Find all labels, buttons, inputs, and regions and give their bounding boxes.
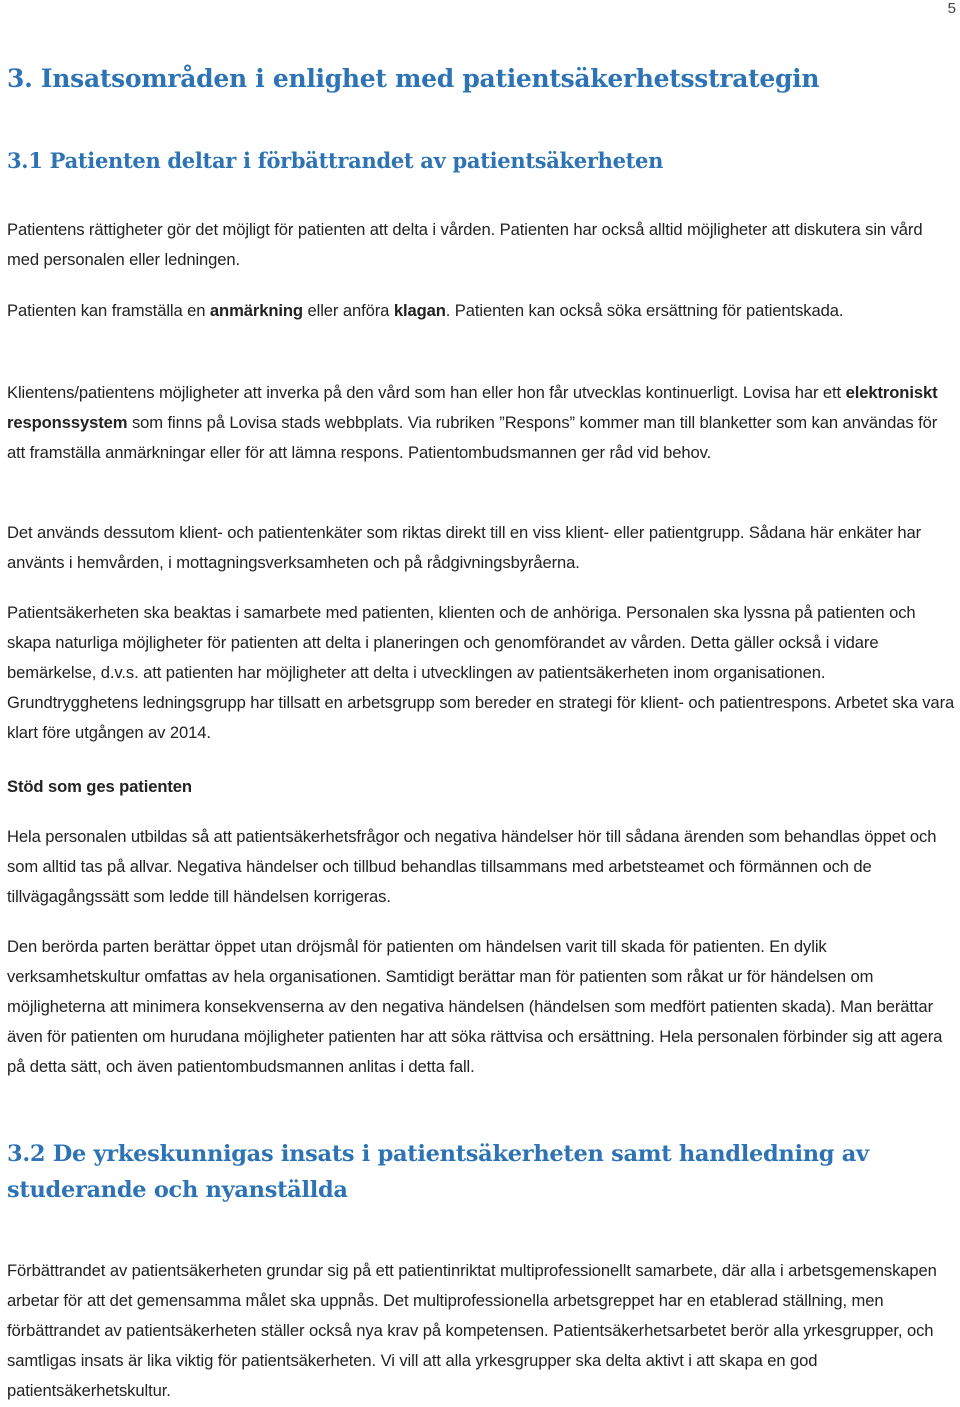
section-heading-3-2: 3.2 De yrkeskunnigas insats i patientsäkerheten samt handledning av studerande och nyanställda — [7, 1141, 869, 1203]
bold-klagan: klagan — [393, 301, 446, 320]
section-heading-3-1: 3.1 Patienten deltar i förbättrandet av patientsäkerheten — [7, 148, 664, 173]
paragraph-open-disclosure: Den berörda parten berättar öppet utan dröjsmål för patienten om händelsen varit till skada för patienten. En dylik verksamhetskultur omfattas av hela organisationen. Samtidigt berättar man för patienten som råkat ur för händelsen om möjligheterna att minimera konsekvenserna av den negativa händelsen (händelsen som medfört patienten skada). Man berättar även för patienten om hurudana möjligheter patienten har att söka rättvisa och ersättning. Hela personalen förbinder sig att agera på detta sätt, och även patientombudsmannen anlitas i detta fall. — [7, 937, 943, 1076]
bold-anmarkning: anmärkning — [209, 301, 303, 320]
paragraph-surveys: Det används dessutom klient- och patientenkäter som riktas direkt till en viss klient- eller patientgrupp. Sådana här enkäter har använts i hemvården, i mottagningsverksamheten och på rådgivningsbyråerna. — [7, 523, 922, 572]
subheading-support: Stöd som ges patienten — [7, 777, 192, 796]
paragraph-response-system: Klientens/patientens möjligheter att inverka på den vård som han eller hon får utvecklas kontinuerligt. Lovisa har ett elektroniskt responssystem som finns på Lovisa stads webbplats. Via rubriken ”Respons” kommer man till blanketter som kan användas för att framställa anmärkningar eller för att lämna respons. Patientombudsmannen ger råd vid behov. — [7, 383, 938, 462]
paragraph-complaint: Patienten kan framställa en anmärkning eller anföra klagan. Patienten kan också söka ersättning för patientskada. — [7, 301, 844, 320]
chapter-heading: 3. Insatsområden i enlighet med patientsäkerhetsstrategin — [7, 64, 820, 93]
paragraph-training: Hela personalen utbildas så att patientsäkerhetsfrågor och negativa händelser hör till sådana ärenden som behandlas öppet och som alltid tas på allvar. Negativa händelser och tillbud behandlas tillsammans med arbetsteamet och förmännen och de tillvägagångssätt som ledde till händelsen korrigeras. — [7, 827, 937, 906]
bold-response-system: elektroniskt responssystem — [7, 383, 938, 432]
paragraph-multiprofessional: Förbättrandet av patientsäkerheten grundar sig på ett patientinriktat multiprofessionellt samarbete, där alla i arbetsgemenskapen arbetar för att det gemensamma målet ska uppnås. Det multiprofessionella arbetsgreppet har en etablerad ställning, men förbättrandet av patientsäkerheten ställer också nya krav på kompetensen. Patientsäkerhetsarbetet berör alla yrkesgrupper, och samtligas insats är lika viktig för patientsäkerheten. Vi vill att alla yrkesgrupper ska delta aktivt i att skapa en god patientsäkerhetskultur. — [7, 1261, 937, 1400]
paragraph-rights: Patientens rättigheter gör det möjligt för patienten att delta i vården. Patienten har också alltid möjligheter att diskutera sin vård med personalen eller ledningen. — [7, 220, 923, 269]
paragraph-cooperation: Patientsäkerheten ska beaktas i samarbete med patienten, klienten och de anhöriga. Personalen ska lyssna på patienten och skapa naturliga möjligheter för patienten att delta i planeringen och genomförandet av vården. Detta gäller också i vidare bemärkelse, d.v.s. att patienten har möjligheter att delta i utvecklingen av patientsäkerheten inom organisationen. Grundtrygghetens ledningsgrupp har tillsatt en arbetsgrupp som bereder en strategi för klient- och patientrespons. Arbetet ska vara klart före utgången av 2014. — [7, 603, 955, 742]
page-number: 5 — [947, 0, 956, 17]
